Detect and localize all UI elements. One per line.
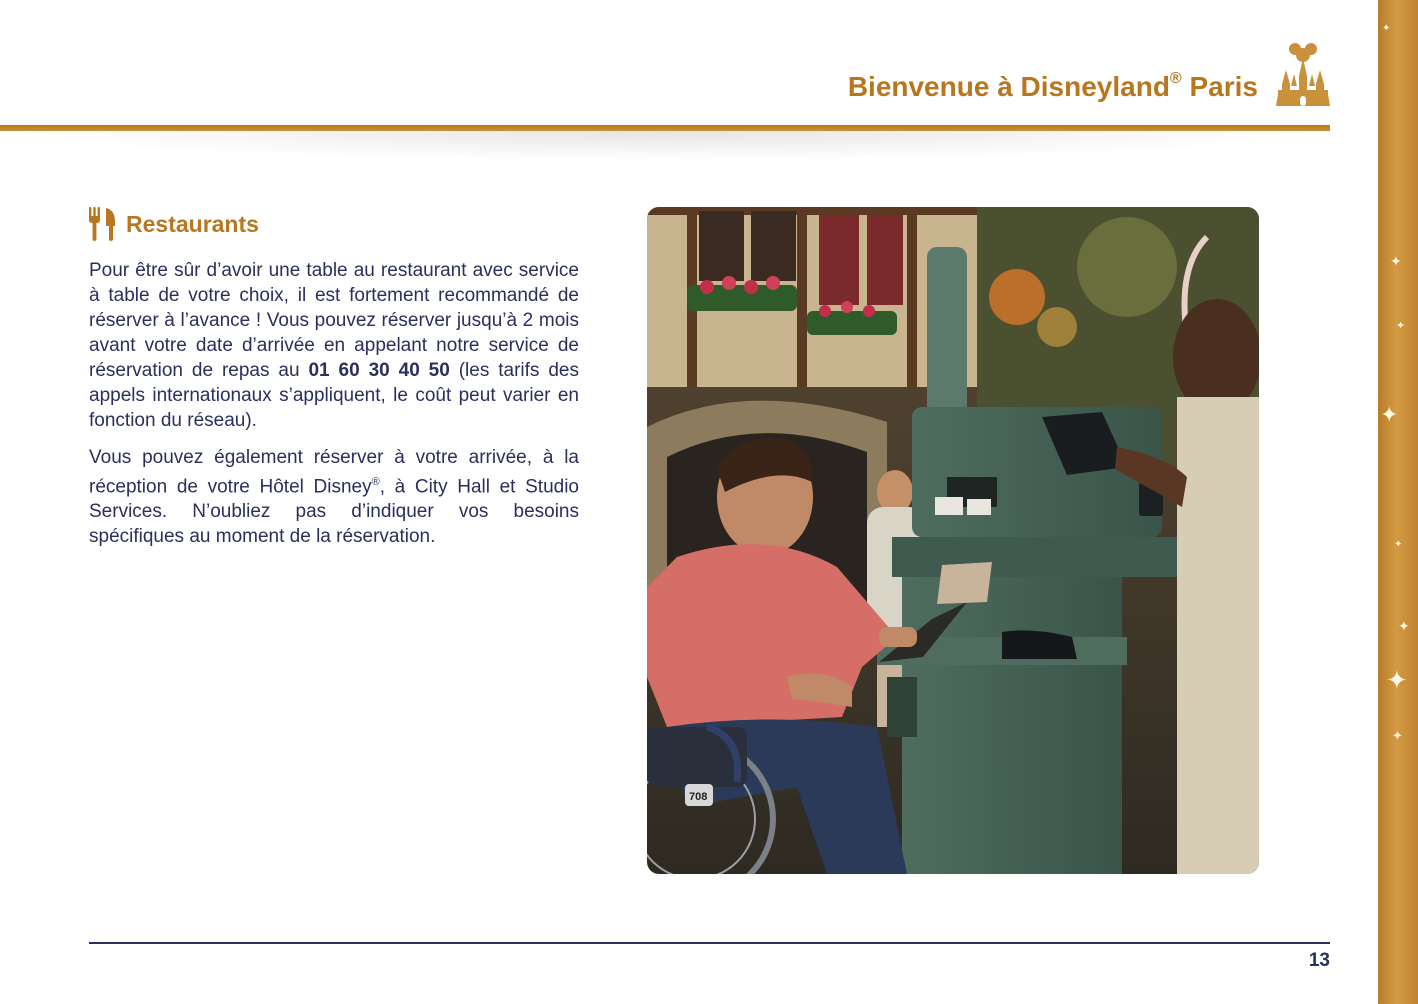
page-header-title	[848, 71, 1258, 103]
sparkle-icon: ✦	[1380, 403, 1399, 428]
header-shadow	[0, 131, 1330, 161]
paragraph-text: , à City Hall et Studio Services. N’oubliez pas d’indiquer vos besoins spécifiques au moment de la réservation.	[89, 476, 579, 548]
restaurant-photo	[647, 207, 1259, 874]
paragraph-reservation	[89, 258, 579, 433]
restaurant-photo-illustration	[647, 207, 1259, 874]
section-title: Restaurants	[126, 211, 259, 237]
header-title-main: Bienvenue à Disneyland	[847, 71, 1170, 102]
sparkle-icon: ✦	[1398, 619, 1410, 635]
footer-divider	[89, 942, 1330, 944]
paragraph-text: (les tarifs des appels internationaux s’appliquent, le coût peut varier en fonction du réseau).	[89, 360, 579, 431]
sparkle-icon: ✦	[1394, 539, 1403, 550]
sparkle-icon: ✦	[1382, 23, 1391, 34]
castle-logo-icon	[1274, 40, 1332, 108]
page-number: 13	[1308, 950, 1330, 971]
registered-mark: ®	[1169, 69, 1182, 87]
paragraph-text: Vous pouvez également réserver à votre arrivée, à la réception de votre Hôtel Disney	[89, 447, 579, 498]
wheelchair-tag: 708	[689, 791, 708, 803]
registered-mark: ®	[371, 476, 380, 488]
sparkle-icon: ✦	[1386, 666, 1408, 696]
fork-knife-icon	[88, 206, 118, 242]
sparkle-icon: ✦	[1396, 319, 1406, 332]
paragraph-text: Pour être sûr d’avoir une table au restaurant avec service à table de votre choix, il est fortement recommandé de réserver à l’avance ! Vous pouvez réserver jusqu’à 2 mois avant votre date d’arrivée en appelant notre service de réservation de repas au	[89, 260, 579, 381]
phone-number: 01 60 30 40 50	[308, 360, 450, 381]
side-decor-band	[1378, 0, 1418, 1004]
section-body	[89, 258, 579, 561]
header-title-end: Paris	[1181, 71, 1258, 102]
sparkle-icon: ✦	[1390, 254, 1402, 270]
paragraph-arrival	[89, 445, 579, 549]
sparkle-icon: ✦	[1392, 729, 1403, 744]
